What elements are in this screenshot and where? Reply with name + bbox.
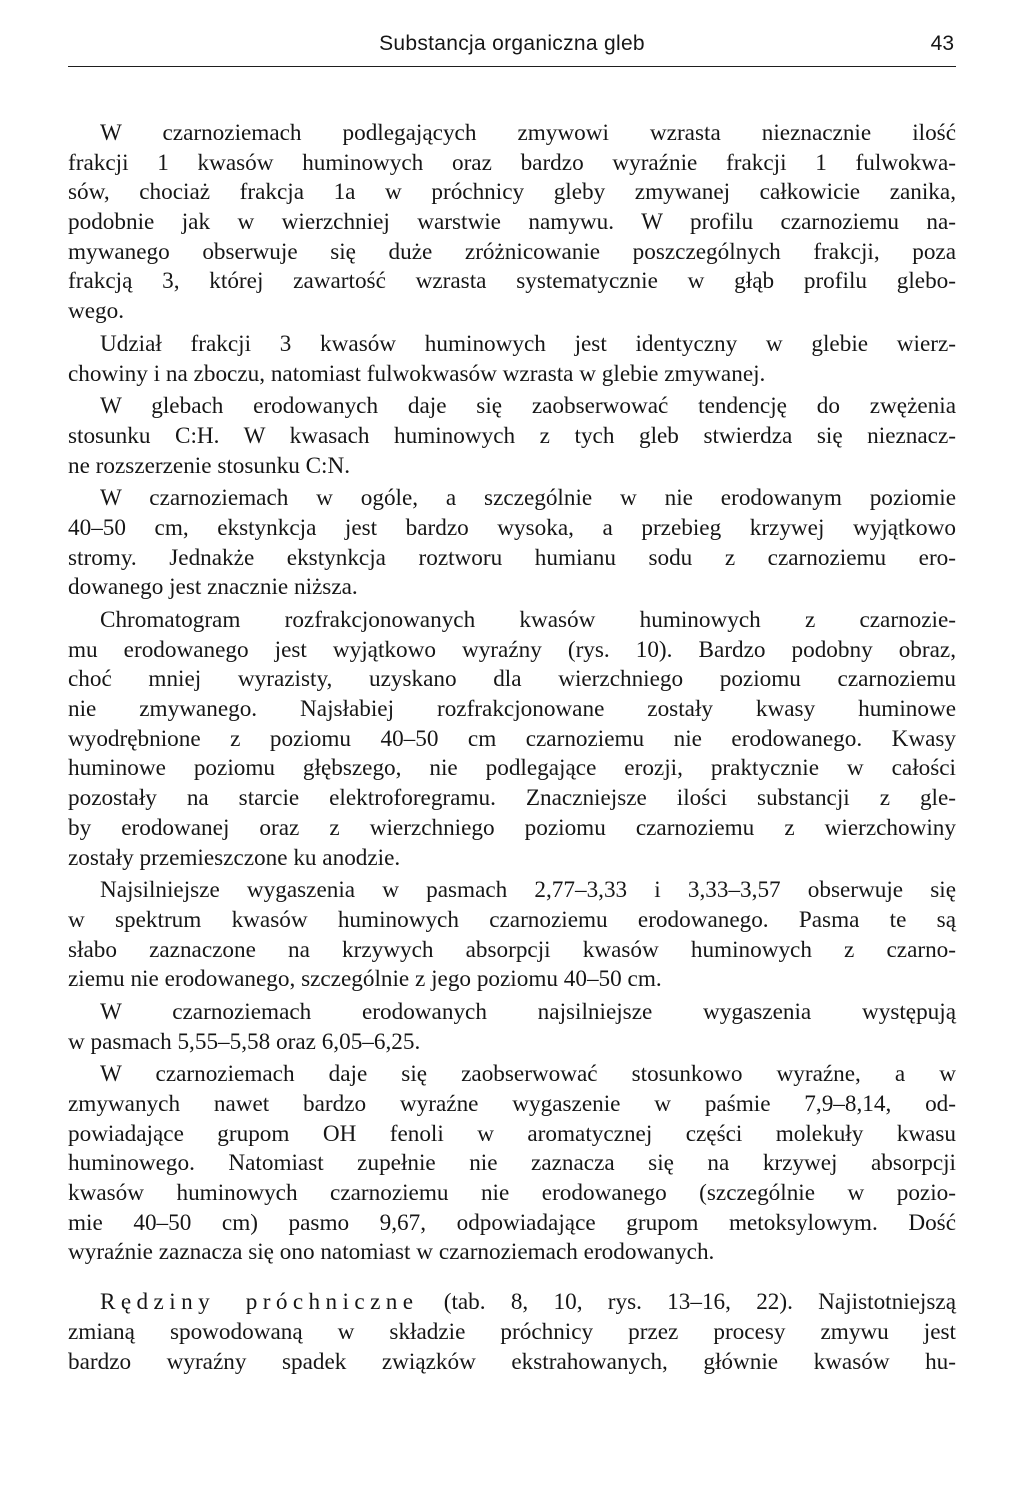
text-line: w spektrum kwasów huminowych czarnoziemu erodowanego. Pasma te są: [68, 906, 956, 933]
text-line: 40–50 cm, ekstynkcja jest bardzo wysoka, a przebieg krzywej wyjątkowo: [68, 514, 956, 541]
text-line: W czarnoziemach w ogóle, a szczególnie w nie erodowanym poziomie: [100, 485, 956, 512]
text-line: wego.: [68, 298, 125, 325]
section-term: Rędziny próchniczne: [100, 1289, 419, 1316]
section-term-rest: (tab. 8, 10, rys. 13–16, 22). Najistotniejszą: [418, 1289, 956, 1316]
text-line: pozostały na starcie elektroforegramu. Znaczniejsze ilości substancji z gle-: [68, 785, 956, 812]
paragraph: [68, 606, 956, 873]
text-line: Najsilniejsze wygaszenia w pasmach 2,77–3,33 i 3,33–3,57 obserwuje się: [100, 877, 956, 904]
paragraph: [68, 330, 956, 389]
paragraph: [68, 876, 956, 995]
text-line: dowanego jest znacznie niższa.: [68, 574, 358, 601]
text-line: wyodrębnione z poziomu 40–50 cm czarnoziemu nie erodowanego. Kwasy: [68, 725, 956, 752]
text-line: wyraźnie zaznacza się ono natomiast w czarnoziemach erodowanych.: [68, 1239, 715, 1266]
text-line: ziemu nie erodowanego, szczególnie z jego poziomu 40–50 cm.: [68, 966, 662, 993]
text-line: ne rozszerzenie stosunku C:N.: [68, 452, 351, 479]
text-line: mu erodowanego jest wyjątkowo wyraźny (rys. 10). Bardzo podobny obraz,: [68, 636, 956, 663]
text-line: W glebach erodowanych daje się zaobserwować tendencję do zwężenia: [100, 393, 956, 420]
running-title: Substancja organiczna gleb: [379, 32, 645, 55]
text-line: zmianą spowodowaną w składzie próchnicy przez procesy zmywu jest: [68, 1318, 956, 1345]
text-line: huminowego. Natomiast zupełnie nie zaznacza się na krzywej absorpcji: [68, 1150, 956, 1177]
text-line: mie 40–50 cm) pasmo 9,67, odpowiadające grupom metoksylowym. Dość: [68, 1209, 956, 1236]
text-line: bardzo wyraźny spadek związków ekstrahowanych, głównie kwasów hu-: [68, 1348, 956, 1375]
text-line: frakcji 1 kwasów huminowych oraz bardzo wyraźnie frakcji 1 fulwokwa-: [68, 149, 956, 176]
paragraph: [68, 392, 956, 481]
text-line: nie zmywanego. Najsłabiej rozfrakcjonowane zostały kwasy huminowe: [68, 696, 956, 723]
text-line: Chromatogram rozfrakcjonowanych kwasów huminowych z czarnozie-: [100, 607, 956, 633]
document-page: [68, 28, 956, 1377]
running-header: [68, 28, 956, 67]
text-line: choć mniej wyrazisty, uzyskano dla wierzchniego poziomu czarnoziemu: [68, 666, 956, 693]
text-line: W czarnoziemach erodowanych najsilniejsze wygaszenia występują: [100, 998, 956, 1025]
section-paragraph: [68, 1288, 956, 1377]
text-line: W czarnoziemach daje się zaobserwować stosunkowo wyraźne, a w: [100, 1061, 956, 1088]
text-line: W czarnoziemach podlegających zmywowi wzrasta nieznacznie ilość: [100, 120, 956, 146]
text-line: chowiny i na zboczu, natomiast fulwokwasów wzrasta w glebie zmywanej.: [68, 360, 766, 387]
text-line: zostały przemieszczone ku anodzie.: [68, 844, 401, 871]
text-line: sów, chociaż frakcja 1a w próchnicy gleby zmywanej całkowicie zanika,: [68, 179, 956, 206]
text-line: powiadające grupom OH fenoli w aromatycznej części molekuły kwasu: [68, 1120, 956, 1147]
paragraph: [68, 998, 956, 1057]
text-line: kwasów huminowych czarnoziemu nie erodowanego (szczególnie w pozio-: [68, 1180, 956, 1207]
text-line: słabo zaznaczone na krzywych absorpcji kwasów huminowych z czarno-: [68, 936, 956, 963]
paragraph: [68, 1060, 956, 1268]
text-line: by erodowanej oraz z wierzchniego poziomu czarnoziemu z wierzchowiny: [68, 814, 956, 841]
page-number: 43: [930, 32, 954, 55]
text-line: zmywanych nawet bardzo wyraźne wygaszenie w paśmie 7,9–8,14, od-: [68, 1091, 956, 1117]
text-line: [68, 1288, 956, 1318]
text-line: Udział frakcji 3 kwasów huminowych jest identyczny w glebie wierz-: [100, 330, 956, 357]
body-text: [68, 119, 956, 1377]
text-line: mywanego obserwuje się duże zróżnicowanie poszczególnych frakcji, poza: [68, 238, 956, 265]
text-line: stromy. Jednakże ekstynkcja roztworu humianu sodu z czarnoziemu ero-: [68, 544, 956, 571]
paragraph: [68, 119, 956, 327]
text-line: podobnie jak w wierzchniej warstwie namywu. W profilu czarnoziemu na-: [68, 209, 956, 236]
text-line: frakcją 3, której zawartość wzrasta systematycznie w głąb profilu glebo-: [68, 268, 956, 295]
text-line: stosunku C:H. W kwasach huminowych z tych gleb stwierdza się nieznacz-: [68, 422, 956, 449]
paragraph: [68, 484, 956, 603]
text-line: huminowe poziomu głębszego, nie podlegające erozji, praktycznie w całości: [68, 755, 956, 782]
text-line: w pasmach 5,55–5,58 oraz 6,05–6,25.: [68, 1028, 421, 1055]
